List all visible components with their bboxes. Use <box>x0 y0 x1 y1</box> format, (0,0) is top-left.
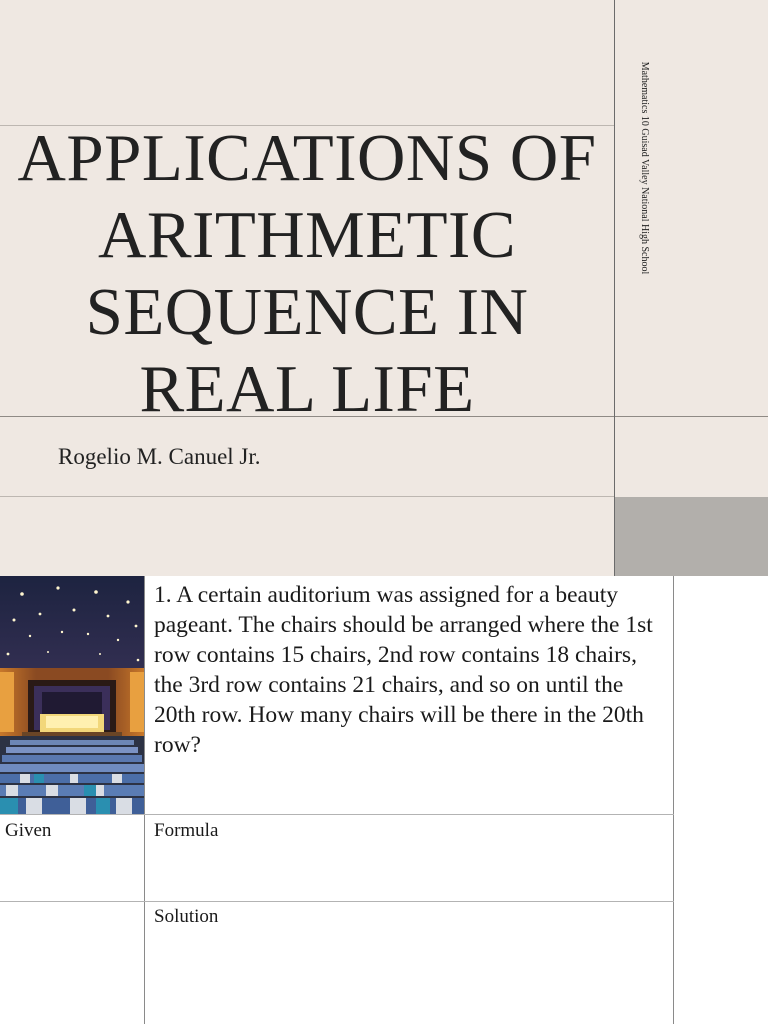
formula-label: Formula <box>154 820 219 841</box>
divider-bottom <box>0 496 614 497</box>
solution-label: Solution <box>154 906 219 927</box>
table-divider-row-1 <box>0 814 674 815</box>
author-name: Rogelio M. Canuel Jr. <box>58 444 261 469</box>
table-divider-row-2 <box>0 901 674 902</box>
accent-block <box>615 497 768 576</box>
title-line-3: SEQUENCE IN <box>85 275 529 349</box>
table-divider-right <box>673 576 674 1024</box>
title-line-4: REAL LIFE <box>139 352 475 426</box>
auditorium-photo <box>0 576 144 814</box>
title-line-2: ARITHMETIC <box>97 198 517 272</box>
problem-slide <box>0 576 768 1024</box>
table-divider-left <box>144 576 145 1024</box>
slide-title <box>0 120 614 428</box>
problem-statement: 1. A certain auditorium was assigned for a beauty pageant. The chairs should be arranged where the 1st row contains 15 chairs, 2nd row contains 18 chairs, the 3rd row contains 21 chairs, and so on until the 20th row. How many chairs will be there in the 20th row? <box>154 582 653 758</box>
divider-vertical <box>614 0 615 576</box>
side-label: Mathematics 10 Guisad Valley National High School <box>639 61 650 275</box>
given-label: Given <box>5 820 52 841</box>
title-line-1: APPLICATIONS OF <box>17 121 597 195</box>
